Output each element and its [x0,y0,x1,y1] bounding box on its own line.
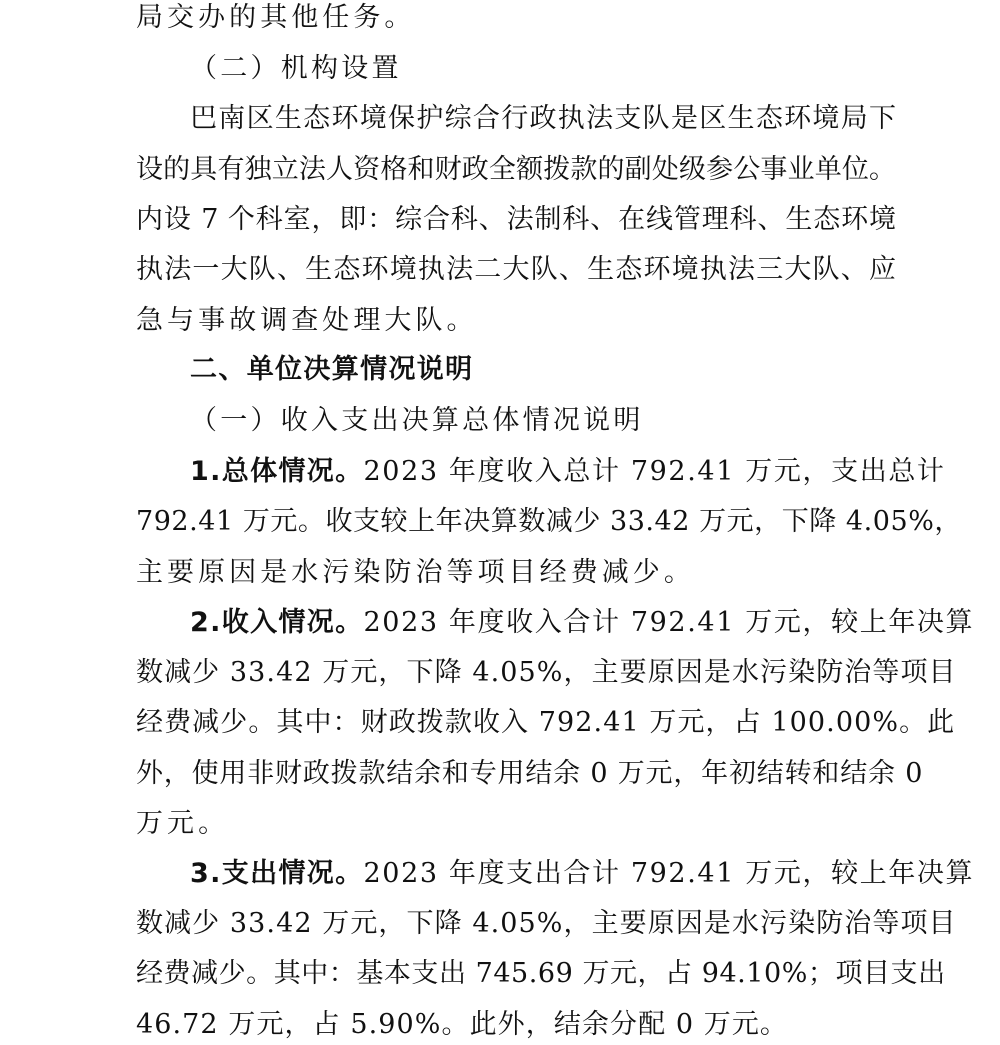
paragraph-line: 数减少 33.42 万元，下降 4.05%，主要原因是水污染防治等项目 [136,657,957,688]
paragraph-text: 2023 年度收入合计 792.41 万元，较上年决算 [363,607,975,638]
paragraph-line: 792.41 万元。收支较上年决算数减少 33.42 万元，下降 4.05%， [136,506,962,537]
paragraph-line [190,603,975,643]
paragraph-line: 经费减少。其中：财政拨款收入 792.41 万元，占 100.00%。此 [136,707,956,738]
paragraph-line: 外，使用非财政拨款结余和专用结余 0 万元，年初结转和结余 0 [136,758,924,789]
paragraph-lead-expenditure: 3.支出情况。 [190,858,364,889]
paragraph-line: 局交办的其他任务。 [136,2,416,33]
paragraph-lead-income: 2.收入情况。 [190,607,364,638]
paragraph-line: 内设 7 个科室，即：综合科、法制科、在线管理科、生态环境 [136,204,896,235]
paragraph-lead-overall: 1.总体情况。 [190,456,364,487]
paragraph-text: 2023 年度收入总计 792.41 万元，支出总计 [363,456,946,487]
section-heading-unit-final-accounts: 二、单位决算情况说明 [190,354,474,385]
paragraph-line: 数减少 33.42 万元，下降 4.05%，主要原因是水污染防治等项目 [136,908,957,939]
paragraph-text: 2023 年度支出合计 792.41 万元，较上年决算 [363,858,975,889]
section-heading-institution-setup: （二）机构设置 [190,53,402,84]
paragraph-line [190,452,946,492]
paragraph-line: 经费减少。其中：基本支出 745.69 万元，占 94.10%；项目支出 [136,958,946,989]
paragraph-line: 万元。 [136,808,230,839]
paragraph-line: 主要原因是水污染防治等项目经费减少。 [136,557,695,588]
paragraph-line: 巴南区生态环境保护综合行政执法支队是区生态环境局下 [190,103,896,134]
paragraph-line: 设的具有独立法人资格和财政全额拨款的副处级参公事业单位。 [136,154,896,185]
paragraph-line: 执法一大队、生态环境执法二大队、生态环境执法三大队、应 [136,254,896,285]
subsection-heading-income-expense-overview: （一）收入支出决算总体情况说明 [190,405,644,436]
paragraph-line: 急与事故调查处理大队。 [136,305,478,336]
paragraph-line: 46.72 万元，占 5.90%。此外，结余分配 0 万元。 [136,1009,788,1040]
paragraph-line [190,854,975,894]
